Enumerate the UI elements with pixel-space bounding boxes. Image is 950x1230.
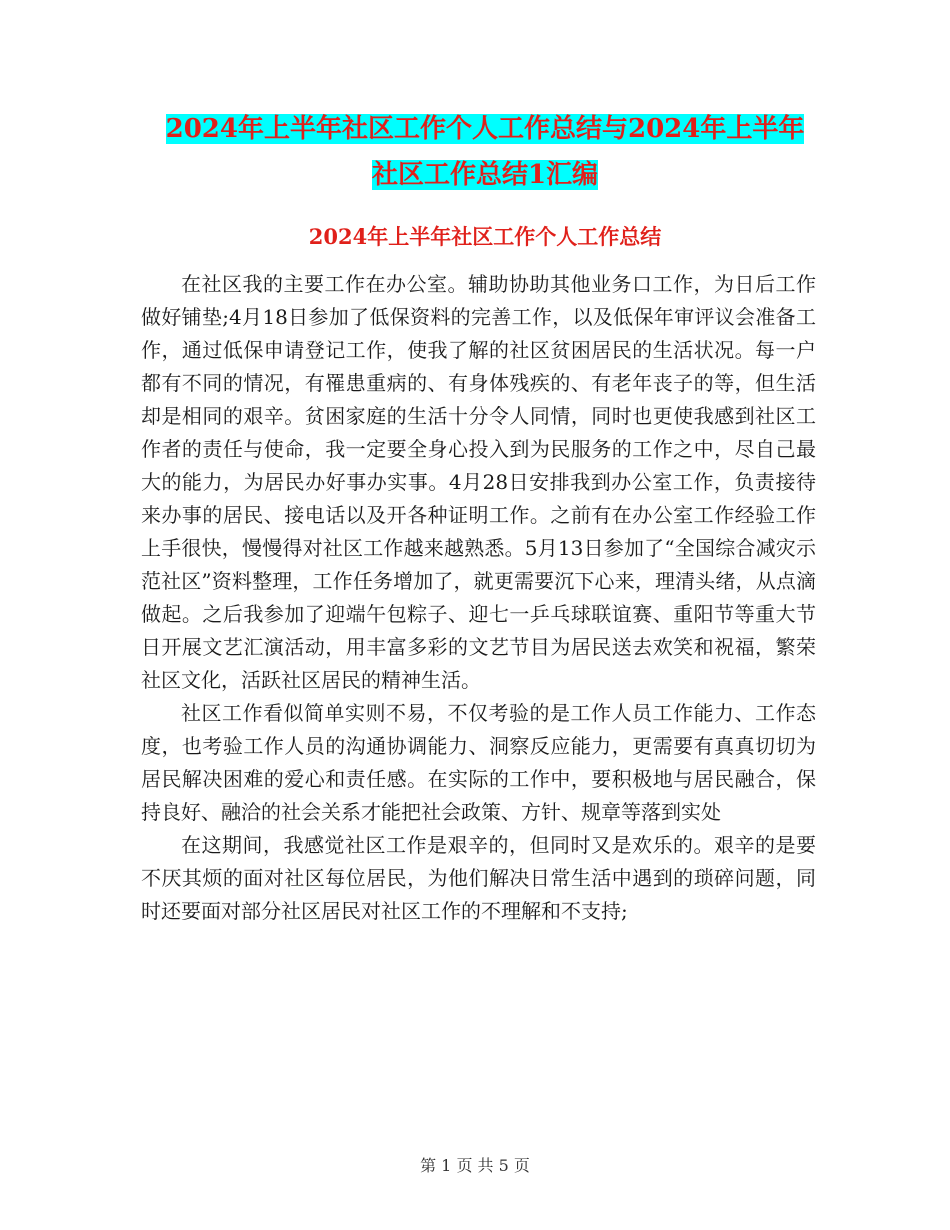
document-title — [140, 106, 830, 198]
document-title-line2: 社区工作总结1汇编 — [371, 160, 599, 190]
section-title: 2024年上半年社区工作个人工作总结 — [308, 224, 662, 249]
page-number-footer: 第 1 页 共 5 页 — [420, 1156, 530, 1175]
paragraph-2: 社区工作看似简单实则不易，不仅考验的是工作人员工作能力、工作态度，也考验工作人员的沟通协调能力、洞察反应能力，更需要有真真切切为居民解决困难的爱心和责任感。在实际的工作中，要积极地与居民融合，保持良好、融洽的社会关系才能把社会政策、方针、规章等落到实处 — [141, 701, 816, 824]
document-title-line1: 2024年上半年社区工作个人工作总结与2024年上半年 — [165, 114, 805, 144]
paragraph-1: 在社区我的主要工作在办公室。辅助协助其他业务口工作，为日后工作做好铺垫;4月18日参加了低保资料的完善工作，以及低保年审评议会准备工作，通过低保申请登记工作，使我了解的社区贫困居民的生活状况。每一户都有不同的情况，有罹患重病的、有身体残疾的、有老年丧子的等，但生活却是相同的艰辛。贫困家庭的生活十分令人同情，同时也更使我感到社区工作者的责任与使命，我一定要全身心投入到为民服务的工作之中，尽自己最大的能力，为居民办好事办实事。4月28日安排我到办公室工作，负责接待来办事的居民、接电话以及开各种证明工作。之前有在办公室工作经验工作上手很快，慢慢得对社区工作越来越熟悉。5月13日参加了“全国综合减灾示范社区”资料整理，工作任务增加了，就更需要沉下心来，理清头绪，从点滴做起。之后我参加了迎端午包粽子、迎七一乒乓球联谊赛、重阳节等重大节日开展文艺汇演活动，用丰富多彩的文艺节目为居民送去欢笑和祝福，繁荣社区文化，活跃社区居民的精神生活。 — [141, 272, 816, 692]
paragraph-3: 在这期间，我感觉社区工作是艰辛的，但同时又是欢乐的。艰辛的是要不厌其烦的面对社区每位居民，为他们解决日常生活中遇到的琐碎问题，同时还要面对部分社区居民对社区工作的不理解和不支持; — [141, 833, 816, 923]
body-text — [141, 268, 816, 928]
